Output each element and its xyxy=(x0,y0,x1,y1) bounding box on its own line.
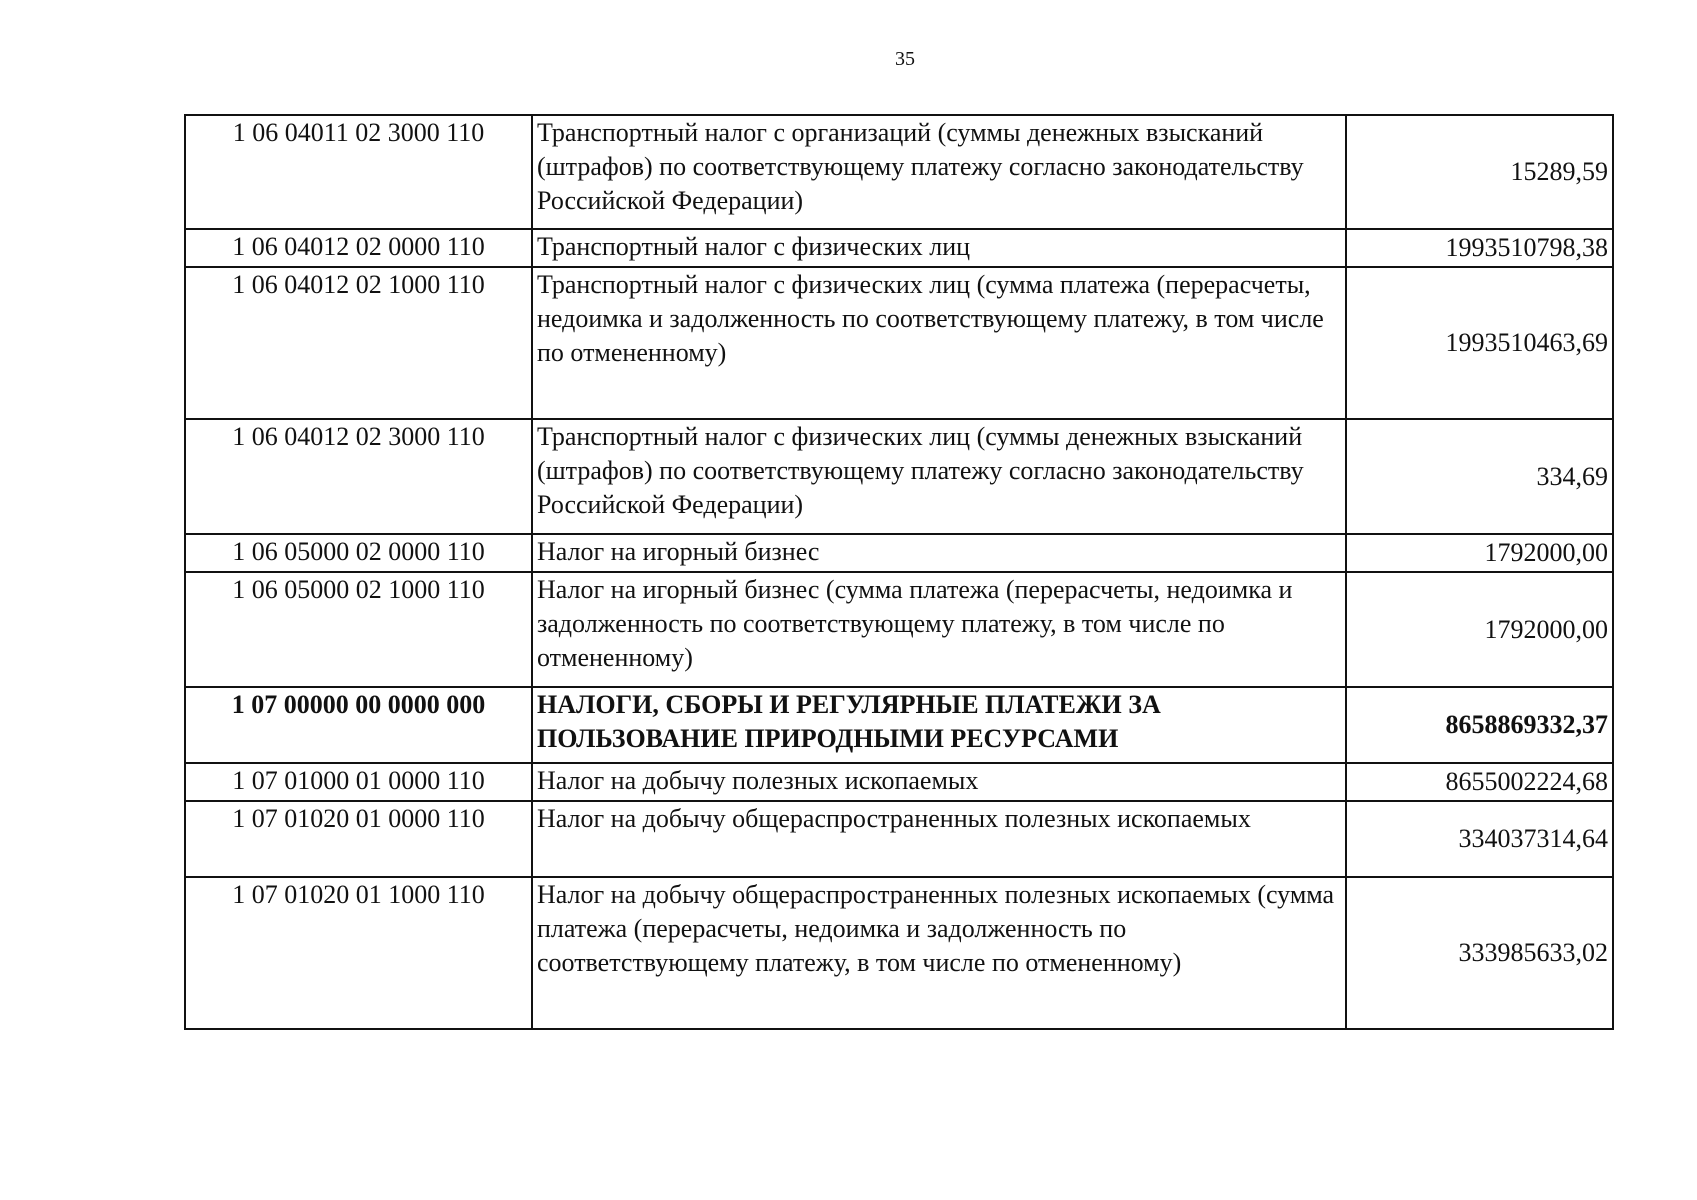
row-code: 1 07 01000 01 0000 110 xyxy=(185,763,532,801)
row-amount: 1792000,00 xyxy=(1346,534,1613,572)
row-code: 1 06 04011 02 3000 110 xyxy=(185,115,532,229)
table-row xyxy=(185,115,1613,229)
row-code: 1 06 04012 02 1000 110 xyxy=(185,267,532,419)
row-amount: 333985633,02 xyxy=(1346,877,1613,1029)
row-description: Налог на добычу общераспространенных полезных ископаемых (сумма платежа (перерасчеты, недоимка и задолженность по соответствующему платежу, в том числе по отмененному) xyxy=(532,877,1346,1029)
row-description: Транспортный налог с организаций (суммы денежных взысканий (штрафов) по соответствующему платежу согласно законодательству Российской Федерации) xyxy=(532,115,1346,229)
row-code: 1 07 01020 01 0000 110 xyxy=(185,801,532,877)
row-amount: 1993510463,69 xyxy=(1346,267,1613,419)
row-description: Налог на игорный бизнес xyxy=(532,534,1346,572)
row-amount: 8655002224,68 xyxy=(1346,763,1613,801)
row-code: 1 07 01020 01 1000 110 xyxy=(185,877,532,1029)
row-amount: 334037314,64 xyxy=(1346,801,1613,877)
row-code: 1 06 05000 02 0000 110 xyxy=(185,534,532,572)
row-description: Транспортный налог с физических лиц xyxy=(532,229,1346,267)
row-amount: 1993510798,38 xyxy=(1346,229,1613,267)
row-description: Налог на игорный бизнес (сумма платежа (перерасчеты, недоимка и задолженность по соответствующему платежу, в том числе по отмененному) xyxy=(532,572,1346,687)
row-code: 1 07 00000 00 0000 000 xyxy=(185,687,532,763)
row-code: 1 06 04012 02 0000 110 xyxy=(185,229,532,267)
table-row xyxy=(185,229,1613,267)
table-row xyxy=(185,572,1613,687)
row-code: 1 06 04012 02 3000 110 xyxy=(185,419,532,534)
table-row xyxy=(185,877,1613,1029)
row-description: Налог на добычу общераспространенных полезных ископаемых xyxy=(532,801,1346,877)
revenue-table xyxy=(184,114,1614,1030)
page-number: 35 xyxy=(895,48,915,70)
row-amount: 1792000,00 xyxy=(1346,572,1613,687)
table-row xyxy=(185,267,1613,419)
row-code: 1 06 05000 02 1000 110 xyxy=(185,572,532,687)
table-row xyxy=(185,419,1613,534)
row-amount: 8658869332,37 xyxy=(1346,687,1613,763)
row-description: Налог на добычу полезных ископаемых xyxy=(532,763,1346,801)
row-description: НАЛОГИ, СБОРЫ И РЕГУЛЯРНЫЕ ПЛАТЕЖИ ЗА ПОЛЬЗОВАНИЕ ПРИРОДНЫМИ РЕСУРСАМИ xyxy=(532,687,1346,763)
table-row xyxy=(185,763,1613,801)
row-description: Транспортный налог с физических лиц (сумма платежа (перерасчеты, недоимка и задолженность по соответствующему платежу, в том числе по отмененному) xyxy=(532,267,1346,419)
row-amount: 334,69 xyxy=(1346,419,1613,534)
table-row xyxy=(185,534,1613,572)
row-description: Транспортный налог с физических лиц (суммы денежных взысканий (штрафов) по соответствующему платежу согласно законодательству Российской Федерации) xyxy=(532,419,1346,534)
table-row-section-total xyxy=(185,687,1613,763)
row-amount: 15289,59 xyxy=(1346,115,1613,229)
table-row xyxy=(185,801,1613,877)
